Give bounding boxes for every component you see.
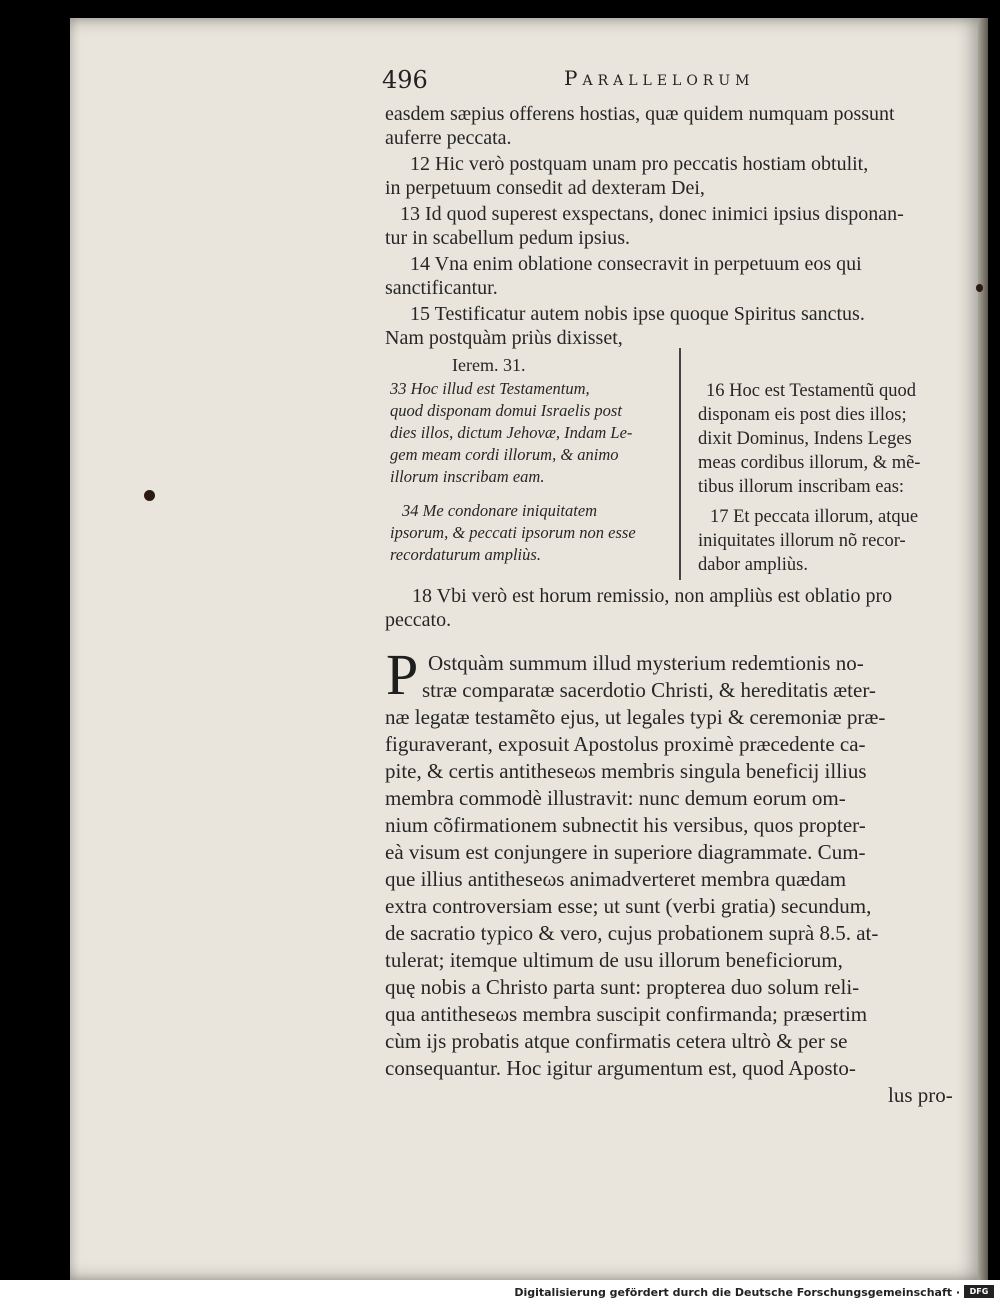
text-line: cùm ijs probatis atque confirmatis cetera ultrò & per se — [385, 1029, 848, 1053]
text-line: eà visum est conjungere in superiore diagrammate. Cum- — [385, 840, 866, 864]
text-line: quod disponam domui Israelis post — [390, 401, 622, 420]
text-line: easdem sæpius offerens hostias, quæ quidem numquam possunt — [385, 103, 895, 125]
text-line: tibus illorum inscribam eas: — [698, 477, 905, 497]
text-line: figuraverant, exposuit Apostolus proximè præcedente ca- — [385, 732, 866, 756]
footer-credit: Digitalisierung gefördert durch die Deutsche Forschungsgemeinschaft · — [514, 1286, 960, 1299]
text-line: extra controversiam esse; ut sunt (verbi gratia) secundum, — [385, 894, 872, 918]
text-line: recordaturum ampliùs. — [390, 545, 541, 564]
digitization-footer — [0, 1280, 1000, 1305]
text-line: que illius antitheseωs animadverteret membra quædam — [385, 867, 847, 891]
text-line: dabor ampliùs. — [698, 555, 808, 575]
text-line: pite, & certis antitheseωs membris singula beneficij illius — [385, 759, 867, 783]
dfg-logo: DFG — [964, 1285, 994, 1298]
column-divider — [679, 348, 681, 580]
drop-cap-initial: P — [386, 642, 419, 707]
text-line: Nam postquàm priùs dixisset, — [385, 327, 623, 349]
text-line: 14 Vna enim oblatione consecravit in perpetuum eos qui — [410, 253, 862, 275]
text-line: 18 Vbi verò est horum remissio, non ampliùs est oblatio pro — [412, 585, 893, 607]
page-number: 496 — [382, 66, 428, 94]
text-line: ipsorum, & peccati ipsorum non esse — [390, 523, 636, 542]
text-line: meas cordibus illorum, & mẽ- — [698, 453, 921, 473]
running-head: Parallelorum — [564, 66, 755, 90]
text-line: de sacratio typico & vero, cujus probationem suprà 8.5. at- — [385, 921, 879, 945]
ink-blot — [144, 490, 155, 501]
text-line: 16 Hoc est Testamentũ quod — [706, 381, 917, 401]
text-line: næ legatæ testamẽto ejus, ut legales typi & ceremoniæ præ- — [385, 705, 886, 729]
text-line: 15 Testificatur autem nobis ipse quoque Spiritus sanctus. — [410, 303, 865, 325]
text-line: iniquitates illorum nõ recor- — [698, 531, 906, 551]
text-line: 13 Id quod superest exspectans, donec inimici ipsius disponan- — [400, 203, 904, 225]
text-line: tulerat; itemque ultimum de usu illorum beneficiorum, — [385, 948, 843, 972]
text-line: stræ comparatæ sacerdotio Christi, & hereditatis æter- — [422, 678, 876, 702]
text-line: quę nobis a Christo parta sunt: propterea duo solum reli- — [385, 975, 860, 999]
text-line: auferre peccata. — [385, 127, 512, 149]
text-line: 34 Me condonare iniquitatem — [402, 501, 598, 520]
column-heading: Ierem. 31. — [452, 355, 526, 375]
text-line: gem meam cordi illorum, & animo — [390, 445, 619, 464]
text-line: Ostquàm summum illud mysterium redemtionis no- — [428, 651, 864, 675]
text-line: 33 Hoc illud est Testamentum, — [390, 379, 590, 398]
text-line: sanctificantur. — [385, 277, 498, 299]
text-line: nium cõfirmationem subnectit his versibus, quos propter- — [385, 813, 866, 837]
ink-blot — [976, 284, 983, 292]
text-line: dies illos, dictum Jehovæ, Indam Le- — [390, 423, 633, 442]
page-edge-shadow — [978, 18, 988, 1280]
text-line: dixit Dominus, Indens Leges — [698, 429, 912, 449]
text-line: 12 Hic verò postquam unam pro peccatis hostiam obtulit, — [410, 153, 869, 175]
catchword: lus pro- — [888, 1083, 953, 1107]
text-line: tur in scabellum pedum ipsius. — [385, 227, 630, 249]
text-line: peccato. — [385, 609, 452, 631]
text-line: qua antitheseωs membra suscipit confirmanda; præsertim — [385, 1002, 868, 1026]
text-line: illorum inscribam eam. — [390, 467, 545, 486]
book-page — [70, 18, 988, 1280]
page-header — [70, 66, 988, 96]
text-line: 17 Et peccata illorum, atque — [710, 507, 919, 527]
text-line: in perpetuum consedit ad dexteram Dei, — [385, 177, 705, 199]
text-line: membra commodè illustravit: nunc demum eorum om- — [385, 786, 846, 810]
text-line: consequantur. Hoc igitur argumentum est, quod Aposto- — [385, 1056, 856, 1080]
text-line: disponam eis post dies illos; — [698, 405, 907, 425]
